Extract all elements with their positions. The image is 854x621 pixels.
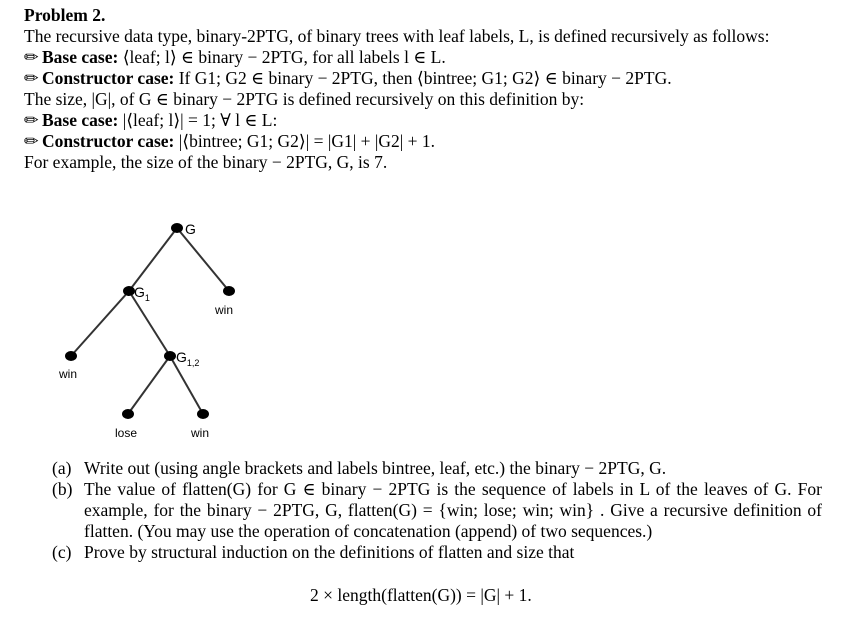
node-leaf-win2 — [197, 409, 209, 419]
node-leaf-right — [223, 286, 235, 296]
def1-base-case: ✏ Base case: ⟨leaf; l⟩ ∈ binary − 2PTG, for all labels l ∈ L. — [24, 47, 446, 67]
intro-paragraph: The recursive data type, binary-2PTG, of binary trees with leaf labels, L, is defined recursively as follows: — [24, 26, 770, 46]
question-a — [52, 458, 822, 479]
pencil-icon: ✏ — [24, 131, 39, 151]
edge-g1-win — [71, 291, 129, 356]
def2-cons-text: |⟨bintree; G1; G2⟩| = |G1| + |G2| + 1. — [178, 131, 436, 151]
question-b-label: (b) — [52, 479, 73, 499]
label-leaf-lose: lose — [115, 426, 138, 440]
question-b — [52, 479, 822, 542]
problem-page — [24, 5, 824, 173]
tree-edges — [40, 218, 300, 443]
pencil-icon: ✏ — [24, 68, 39, 88]
pencil-icon: ✏ — [24, 110, 39, 130]
induction-formula: 2 × length(flatten(G)) = |G| + 1. — [310, 585, 532, 605]
def2-base-text: |⟨leaf; l⟩| = 1; ∀ l ∈ L: — [122, 110, 278, 130]
node-g12 — [164, 351, 176, 361]
question-c — [52, 542, 822, 563]
edge-g12-lose — [128, 356, 170, 414]
example-sentence: For example, the size of the binary − 2PTG, G, is 7. — [24, 152, 388, 172]
node-root — [171, 223, 183, 233]
def1-base-text: ⟨leaf; l⟩ ∈ binary − 2PTG, for all labels l ∈ L. — [122, 47, 446, 67]
label-leaf-win2: win — [191, 426, 210, 440]
label-leaf-left: win — [59, 367, 78, 381]
def1-cons-label: Constructor case — [42, 68, 169, 88]
problem-title: Problem 2. — [24, 5, 106, 25]
node-leaf-left — [65, 351, 77, 361]
def2-cons-label: Constructor case — [42, 131, 169, 151]
def1-base-label: Base case — [42, 47, 113, 67]
label-g1: $G_1$ — [134, 284, 150, 303]
node-leaf-lose — [122, 409, 134, 419]
question-a-label: (a) — [52, 458, 72, 478]
binary-tree-diagram — [40, 218, 300, 443]
def2-constructor-case: ✏ Constructor case: |⟨bintree; G1; G2⟩| = |G1| + |G2| + 1. — [24, 131, 436, 151]
def1-constructor-case: ✏ Constructor case: If G1; G2 ∈ binary − 2PTG, then ⟨bintree; G1; G2⟩ ∈ binary − 2PTG. — [24, 68, 672, 88]
def1-cons-text: If G1; G2 ∈ binary − 2PTG, then ⟨bintree; G1; G2⟩ ∈ binary − 2PTG. — [178, 68, 672, 88]
question-c-text: Prove by structural induction on the definitions of flatten and size that — [84, 542, 575, 562]
def2-base-label: Base case — [42, 110, 113, 130]
label-g12: $G_{1,2}$ — [176, 349, 200, 368]
question-a-text: Write out (using angle brackets and labels bintree, leaf, etc.) the binary − 2PTG, G. — [84, 458, 667, 478]
pencil-icon: ✏ — [24, 47, 39, 67]
label-root: G — [185, 221, 196, 237]
question-b-text: The value of flatten(G) for G ∈ binary − 2PTG is the sequence of labels in L of the leaves of G. For example, for the binary − 2PTG, G, flatten(G) = {win; lose; win; win} . Give a recursive definition of flatten. (You may use the operation of concatenation (append) of two sequences.) — [84, 479, 822, 541]
def2-base-case: ✏ Base case: |⟨leaf; l⟩| = 1; ∀ l ∈ L: — [24, 110, 278, 130]
question-list — [52, 458, 822, 563]
question-c-label: (c) — [52, 542, 72, 562]
size-intro: The size, |G|, of G ∈ binary − 2PTG is defined recursively on this definition by: — [24, 89, 585, 109]
label-leaf-right: win — [215, 303, 234, 317]
